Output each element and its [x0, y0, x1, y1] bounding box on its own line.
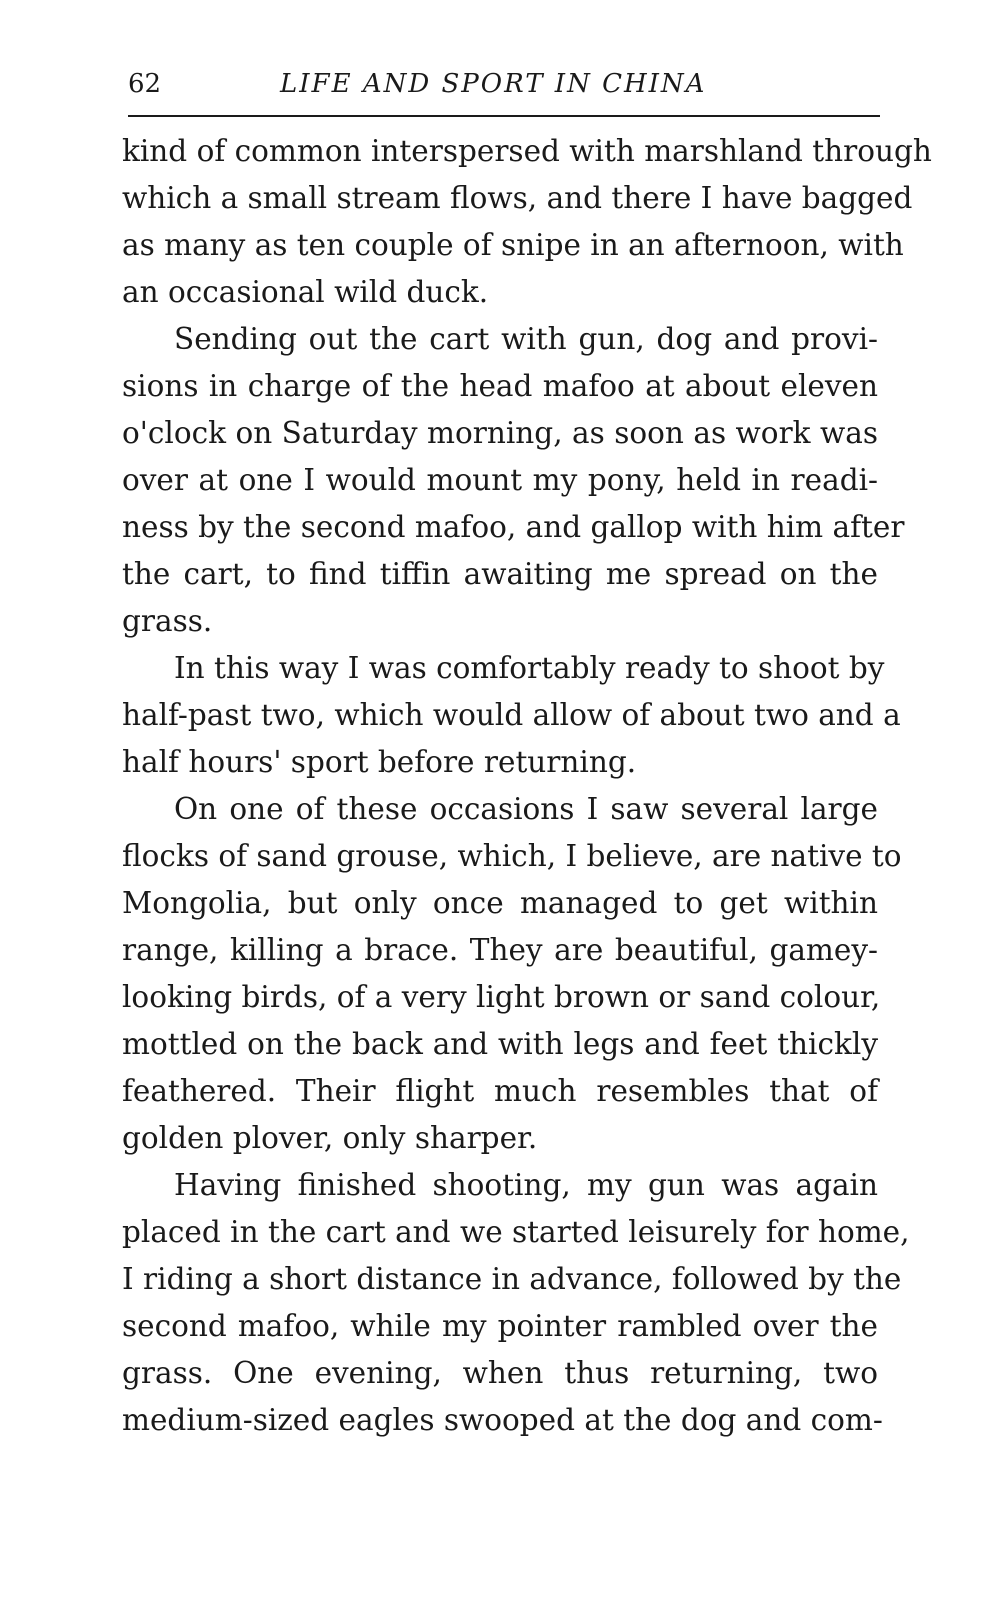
text-line: grass. [122, 604, 213, 638]
paragraph [122, 316, 905, 645]
text-line: kind of common interspersed with marshland through [122, 134, 932, 168]
text-line: over at one I would mount my pony, held in readi- [122, 463, 878, 497]
text-line: as many as ten couple of snipe in an afternoon, with [122, 228, 904, 262]
text-line: medium-sized eagles swooped at the dog and com- [122, 1403, 883, 1437]
text-line: flocks of sand grouse, which, I believe, are native to [122, 839, 902, 873]
running-head [128, 62, 880, 106]
paragraph [122, 645, 901, 786]
page-number: 62 [128, 69, 162, 99]
paragraph [122, 128, 932, 316]
text-line: an occasional wild duck. [122, 275, 489, 309]
text-line: half-past two, which would allow of about two and a [122, 698, 901, 732]
text-line: I riding a short distance in advance, followed by the [122, 1262, 902, 1296]
text-line: sions in charge of the head mafoo at about eleven [122, 369, 878, 403]
text-line: looking birds, of a very light brown or sand colour, [122, 980, 881, 1014]
text-line: mottled on the back and with legs and feet thickly [122, 1027, 878, 1061]
text-line: In this way I was comfortably ready to shoot by [174, 651, 885, 685]
paragraph [122, 1162, 910, 1444]
text-line: o'clock on Saturday morning, as soon as work was [122, 416, 878, 450]
text-line: the cart, to find tiffin awaiting me spread on the [122, 557, 878, 591]
running-title: LIFE AND SPORT IN CHINA [280, 69, 707, 99]
text-line: half hours' sport before returning. [122, 745, 637, 779]
text-line: second mafoo, while my pointer rambled over the [122, 1309, 878, 1343]
text-line: Mongolia, but only once managed to get within [122, 886, 878, 920]
text-line: On one of these occasions I saw several large [174, 792, 878, 826]
text-line: ness by the second mafoo, and gallop with him after [122, 510, 905, 544]
text-line: feathered. Their flight much resembles that of [122, 1074, 878, 1108]
text-line: Having finished shooting, my gun was again [174, 1168, 878, 1202]
header-rule [128, 115, 880, 117]
text-line: golden plover, only sharper. [122, 1121, 538, 1155]
text-line: range, killing a brace. They are beautiful, gamey- [122, 933, 878, 967]
body-text [122, 128, 932, 1444]
text-line: which a small stream flows, and there I have bagged [122, 181, 913, 215]
text-line: Sending out the cart with gun, dog and provi- [174, 322, 878, 356]
text-line: grass. One evening, when thus returning, two [122, 1356, 878, 1390]
text-line: placed in the cart and we started leisurely for home, [122, 1215, 910, 1249]
paragraph [122, 786, 902, 1162]
